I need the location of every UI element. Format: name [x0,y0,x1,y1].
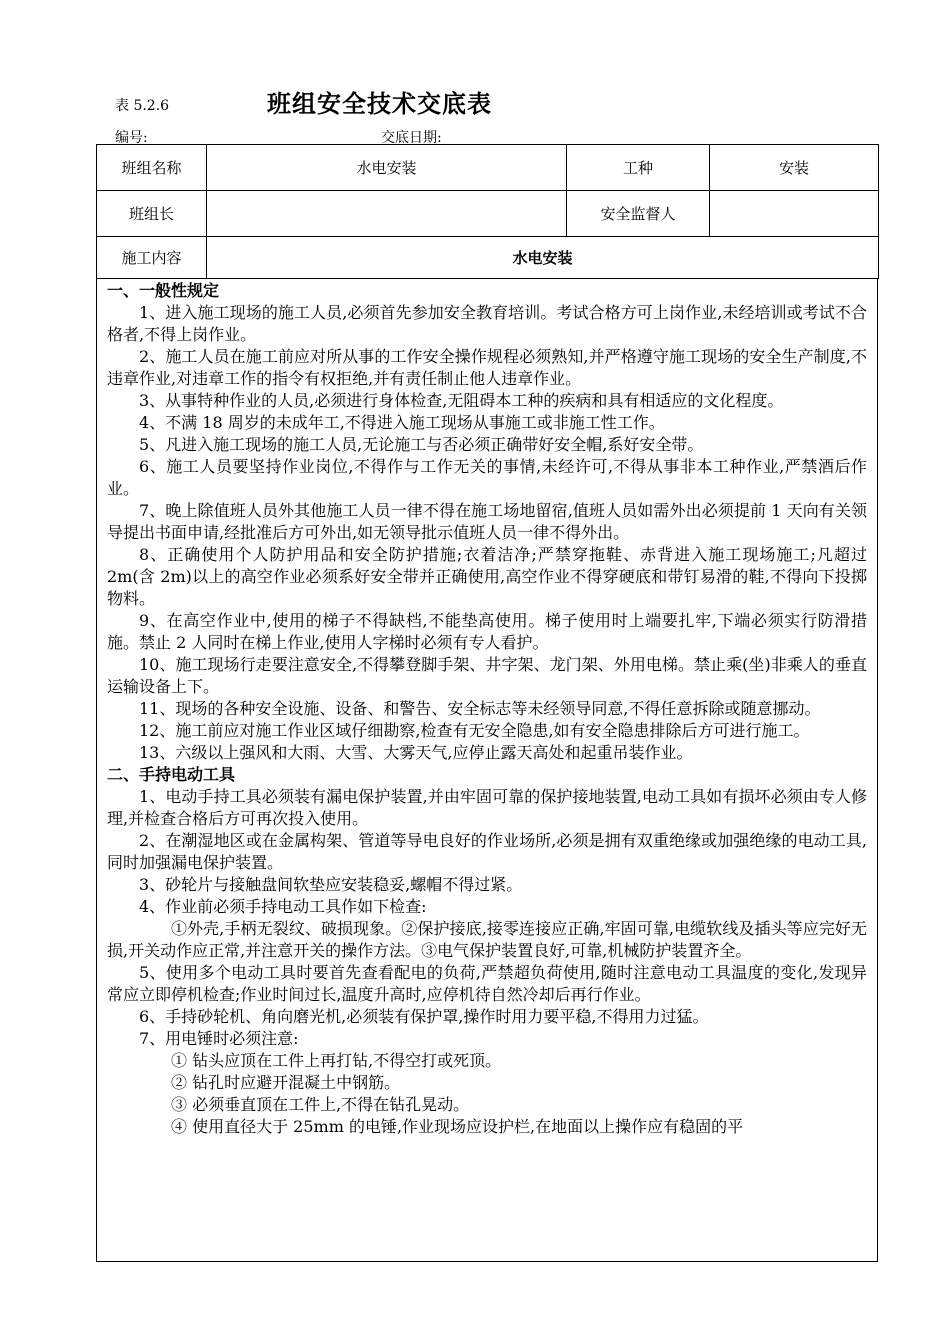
list-item: ①外壳,手柄无裂纹、破损现象。②保护接底,接零连接应正确,牢固可靠,电缆软线及插头等应完好无损,开关动作应正常,并注意开关的操作方法。③电气保护装置良好,可靠,机械防护装置齐全。 [107,919,867,960]
supervisor-value [710,191,879,237]
list-item: 3、砂轮片与接触盘间软垫应安装稳妥,螺帽不得过紧。 [139,875,523,894]
section-title: 一、一般性规定 [107,281,220,300]
form-title: 班组安全技术交底表 [267,90,492,118]
info-table [96,144,879,279]
list-item: ③ 必须垂直顶在工件上,不得在钻孔晃动。 [171,1095,470,1114]
list-item: 10、施工现场行走要注意安全,不得攀登脚手架、井字架、龙门架、外用电梯。禁止乘(坐)非乘人的垂直运输设备上下。 [107,655,867,696]
list-item: ② 钻孔时应避开混凝土中钢筋。 [171,1073,401,1092]
content-label: 施工内容 [97,237,207,279]
list-item: 7、用电锤时必须注意: [139,1029,299,1048]
list-item: 4、不满 18 周岁的未成年工,不得进入施工现场从事施工或非施工性工作。 [139,413,665,432]
list-item: 11、现场的各种安全设施、设备、和警告、安全标志等未经领导同意,不得任意拆除或随意挪动。 [139,699,821,718]
list-item: 1、进入施工现场的施工人员,必须首先参加安全教育培训。考试合格方可上岗作业,未经培训或考试不合格者,不得上岗作业。 [107,303,867,344]
list-item: ① 钻头应顶在工件上再打钻,不得空打或死顶。 [171,1051,502,1070]
number-label: 编号: [115,130,148,146]
team-name-value: 水电安装 [207,145,567,191]
supervisor-label: 安全监督人 [567,191,710,237]
list-item: 1、电动手持工具必须装有漏电保护装置,并由牢固可靠的保护接地装置,电动工具如有损坏必须由专人修理,并检查合格后方可再次投入使用。 [107,787,867,828]
date-label: 交底日期: [381,130,442,146]
list-item: 5、使用多个电动工具时要首先查看配电的负荷,严禁超负荷使用,随时注意电动工具温度的变化,发现异常应立即停机检查;作业时间过长,温度升高时,应停机待自然冷却后再行作业。 [107,963,867,1004]
table-row [97,237,879,279]
list-item: 3、从事特种作业的人员,必须进行身体检查,无阻碍本工种的疾病和具有相适应的文化程度。 [139,391,784,410]
table-row [97,191,879,237]
list-item: 6、手持砂轮机、角向磨光机,必须装有保护罩,操作时用力要平稳,不得用力过猛。 [139,1007,709,1026]
content-value: 水电安装 [207,237,879,279]
disclosure-body [96,278,878,1262]
leader-value [207,191,567,237]
list-item: 8、正确使用个人防护用品和安全防护措施;衣着洁净;严禁穿拖鞋、赤背进入施工现场施工;凡超过 2m(含 2m)以上的高空作业必须系好安全带并正确使用,高空作业不得穿硬底和带钉易滑的鞋,不得向下投掷物料。 [107,545,867,608]
list-item: 13、六级以上强风和大雨、大雪、大雾天气,应停止露天高处和起重吊装作业。 [139,743,693,762]
list-item: 9、在高空作业中,使用的梯子不得缺档,不能垫高使用。梯子使用时上端要扎牢,下端必须实行防滑措施。禁止 2 人同时在梯上作业,使用人字梯时必须有专人看护。 [107,611,867,652]
list-item: 2、施工人员在施工前应对所从事的工作安全操作规程必须熟知,并严格遵守施工现场的安全生产制度,不违章作业,对违章工作的指令有权拒绝,并有责任制止他人违章作业。 [107,347,867,388]
list-item: 12、施工前应对施工作业区域仔细勘察,检查有无安全隐患,如有安全隐患排除后方可进行施工。 [139,721,810,740]
list-item: 2、在潮湿地区或在金属构架、管道等导电良好的作业场所,必须是拥有双重绝缘或加强绝缘的电动工具,同时加强漏电保护装置。 [107,831,867,872]
list-item: 6、施工人员要坚持作业岗位,不得作与工作无关的事情,未经许可,不得从事非本工种作业,严禁酒后作业。 [107,457,867,498]
team-name-label: 班组名称 [97,145,207,191]
form-code: 表 5.2.6 [115,98,170,114]
list-item: 4、作业前必须手持电动工具作如下检查: [139,897,427,916]
trade-value: 安装 [710,145,879,191]
list-item: 7、晚上除值班人员外其他施工人员一律不得在施工场地留宿,值班人员如需外出必须提前 1 天向有关领导提出书面申请,经批准后方可外出,如无领导批示值班人员一律不得外出。 [107,501,867,542]
table-row [97,145,879,191]
section-title: 二、手持电动工具 [107,765,236,784]
leader-label: 班组长 [97,191,207,237]
list-item: 5、凡进入施工现场的施工人员,无论施工与否必须正确带好安全帽,系好安全带。 [139,435,704,454]
trade-label: 工种 [567,145,710,191]
list-item: ④ 使用直径大于 25mm 的电锤,作业现场应设护栏,在地面以上操作应有稳固的平 [171,1117,744,1136]
